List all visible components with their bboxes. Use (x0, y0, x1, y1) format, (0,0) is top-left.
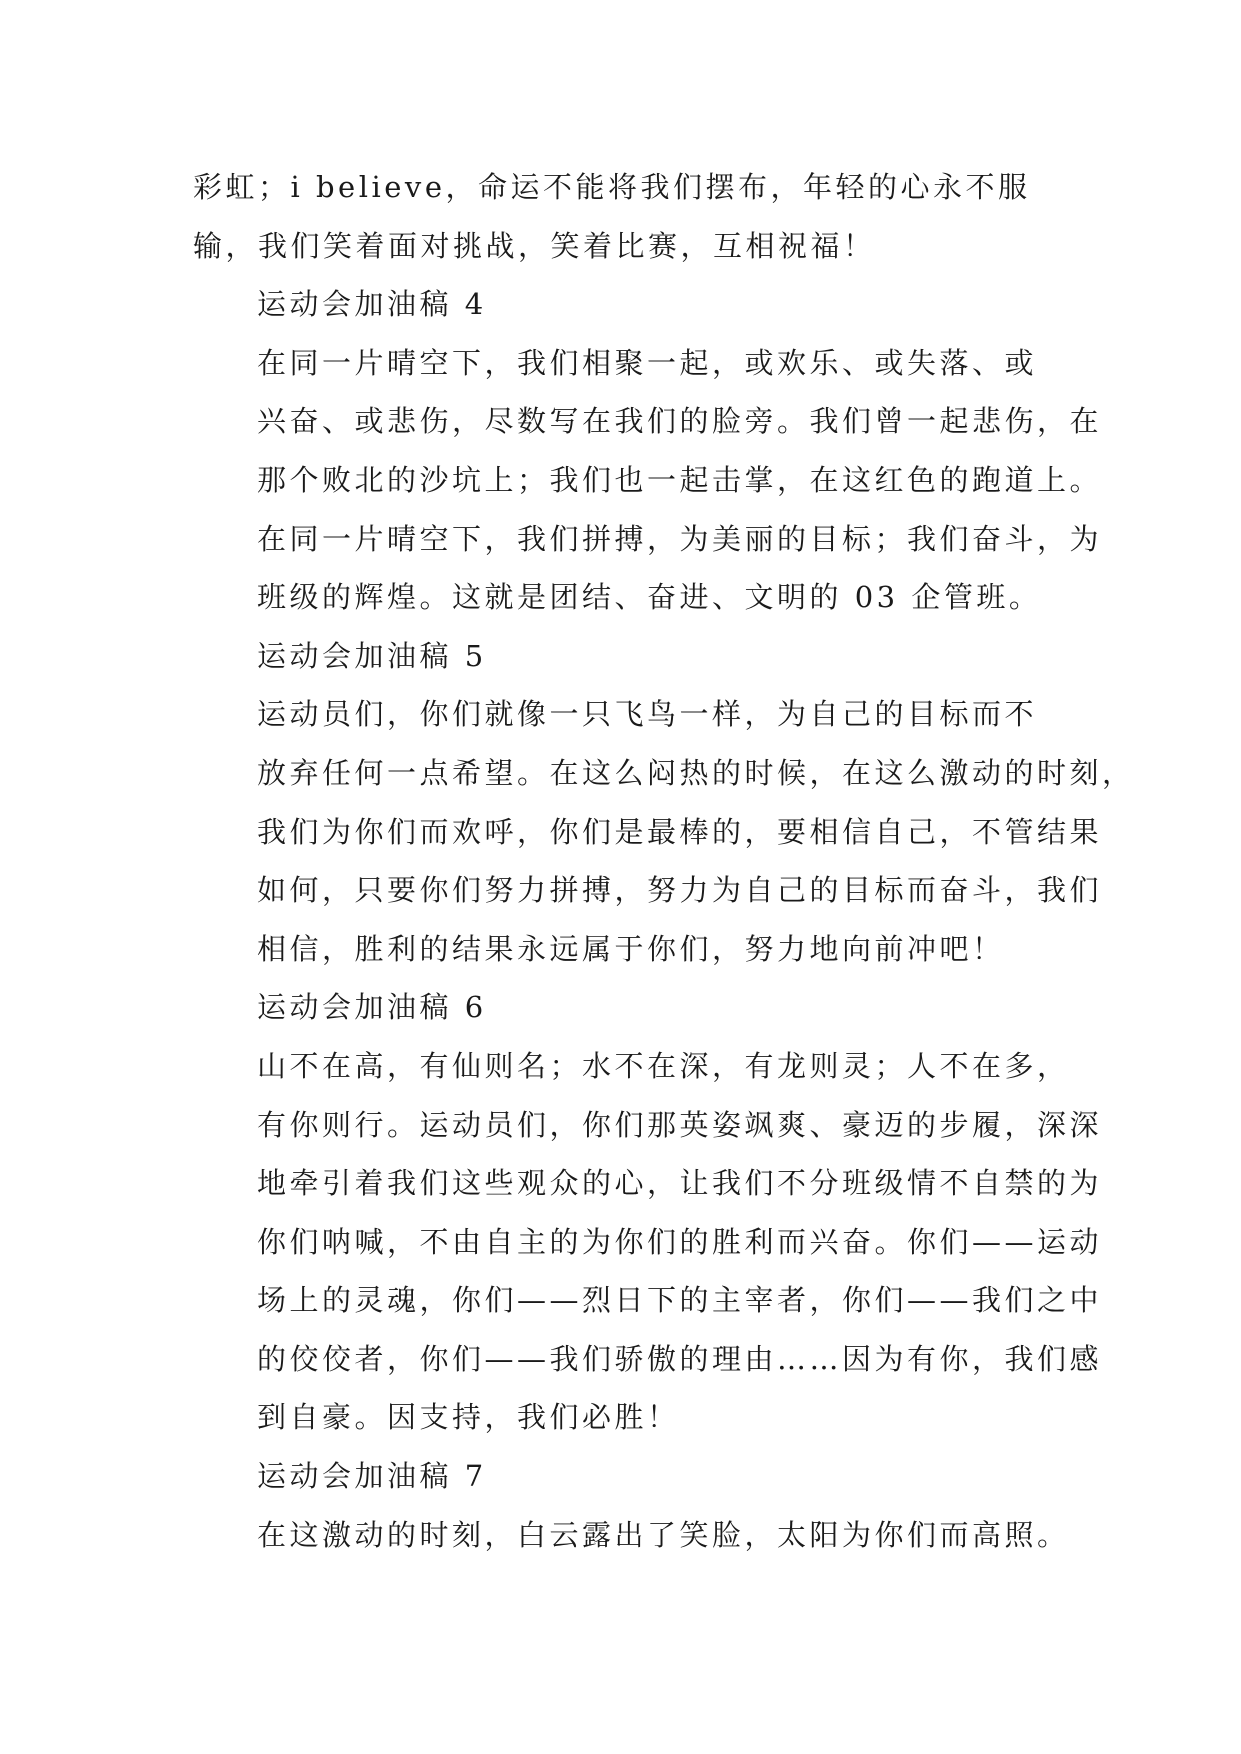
text-line: 那个败北的沙坑上；我们也一起击掌，在这红色的跑道上。 (257, 462, 1103, 497)
section-heading (193, 978, 1073, 1037)
paragraph (193, 1506, 1073, 1565)
text-line: 到自豪。因支持，我们必胜！ (257, 1400, 680, 1435)
paragraph (193, 334, 1103, 627)
text-line: 在同一片晴空下，我们拼搏，为美丽的目标；我们奋斗，为 (257, 521, 1103, 556)
text-line: 场上的灵魂，你们——烈日下的主宰者，你们——我们之中 (257, 1283, 1103, 1318)
text-line: 地牵引着我们这些观众的心，让我们不分班级情不自禁的为 (257, 1166, 1103, 1201)
section-heading (193, 1447, 1073, 1506)
text-line: 如何，只要你们努力拼搏，努力为自己的目标而奋斗，我们 (257, 873, 1103, 908)
text-line: 运动员们，你们就像一只飞鸟一样，为自己的目标而不 (257, 697, 1038, 732)
paragraph (193, 685, 1135, 978)
document-body (193, 158, 1135, 1564)
paragraph (193, 158, 1073, 275)
text-line: 山不在高，有仙则名；水不在深，有龙则灵；人不在多， (257, 1048, 1070, 1083)
text-line: 相信，胜利的结果永远属于你们，努力地向前冲吧！ (257, 931, 1005, 966)
text-line: 有你则行。运动员们，你们那英姿飒爽、豪迈的步履，深深 (257, 1107, 1103, 1142)
text-line: 彩虹；i believe，命运不能将我们摆布，年轻的心永不服 (193, 170, 1031, 204)
text-line: 放弃任何一点希望。在这么闷热的时候，在这么激动的时刻， (257, 755, 1135, 790)
section-heading (193, 275, 1073, 334)
text-line: 运动会加油稿 6 (257, 990, 487, 1025)
text-line: 运动会加油稿 5 (257, 638, 487, 673)
text-line: 输，我们笑着面对挑战，笑着比赛，互相祝福！ (193, 228, 876, 263)
text-line: 班级的辉煌。这就是团结、奋进、文明的 03 企管班。 (257, 580, 1042, 615)
text-line: 我们为你们而欢呼，你们是最棒的，要相信自己，不管结果 (257, 814, 1103, 849)
text-line: 的佼佼者，你们——我们骄傲的理由……因为有你，我们感 (257, 1341, 1103, 1376)
text-line: 兴奋、或悲伤，尽数写在我们的脸旁。我们曾一起悲伤，在 (257, 404, 1103, 439)
text-line: 你们呐喊，不由自主的为你们的胜利而兴奋。你们——运动 (257, 1224, 1103, 1259)
text-line: 运动会加油稿 7 (257, 1459, 487, 1494)
text-line: 在这激动的时刻，白云露出了笑脸，太阳为你们而高照。 (257, 1517, 1070, 1552)
section-heading (193, 627, 1073, 686)
text-line: 运动会加油稿 4 (257, 287, 487, 322)
text-line: 在同一片晴空下，我们相聚一起，或欢乐、或失落、或 (257, 345, 1038, 380)
paragraph (193, 1037, 1103, 1447)
